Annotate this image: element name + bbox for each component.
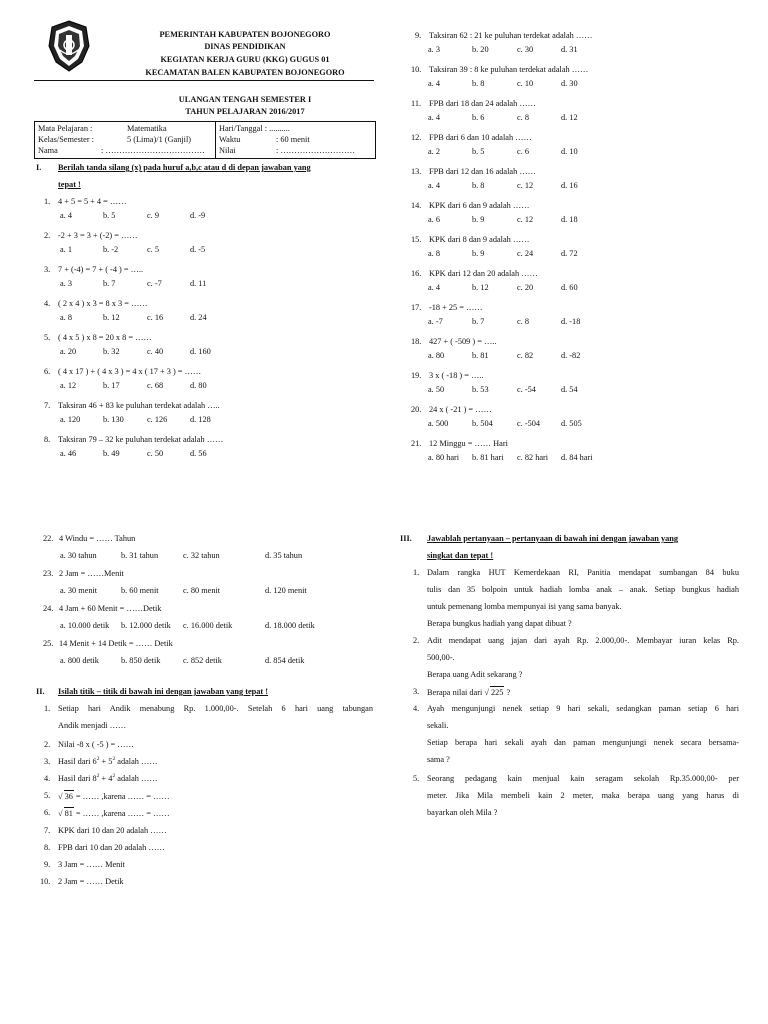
s2-q2-text: Nilai -8 x ( -5 ) = …… xyxy=(58,740,134,749)
option-d[interactable]: d. 84 hari xyxy=(561,453,593,462)
question-text: 7 + (-4) = 7 + ( -4 ) = ….. xyxy=(58,265,144,274)
option-c[interactable]: c. 20 xyxy=(517,283,534,292)
option-a[interactable]: a. 4 xyxy=(428,79,440,88)
s3-q3-post: ? xyxy=(504,688,511,697)
header-line-1: PEMERINTAH KABUPATEN BOJONEGORO xyxy=(159,30,331,39)
sqrt-symbol-icon: √ xyxy=(58,809,63,818)
question-number: 12. xyxy=(411,133,422,142)
question-number: 18. xyxy=(411,337,422,346)
option-b[interactable]: b. 12.000 detik xyxy=(121,621,171,630)
option-a[interactable]: a. 8 xyxy=(60,313,72,322)
option-a[interactable]: a. 30 menit xyxy=(60,586,98,595)
question-text: Taksiran 79 – 32 ke puluhan terdekat adalah …… xyxy=(58,435,224,444)
option-c[interactable]: c. 16.000 detik xyxy=(183,621,233,630)
s3-q4-line-4: sama ? xyxy=(427,755,450,764)
option-d[interactable]: d. 11 xyxy=(190,279,207,288)
option-b[interactable]: b. 8 xyxy=(472,181,485,190)
option-d[interactable]: d. 60 xyxy=(561,283,578,292)
question-number: 11. xyxy=(411,99,422,108)
option-a[interactable]: a. 50 xyxy=(428,385,445,394)
question-text: 14 Menit + 14 Detik = …… Detik xyxy=(59,639,173,648)
student-info-box xyxy=(34,121,376,159)
option-c[interactable]: c. 80 menit xyxy=(183,586,221,595)
option-d[interactable]: d. 80 xyxy=(190,381,207,390)
question-text: -2 + 3 = 3 + (-2) = …… xyxy=(58,231,138,240)
question-text: FPB dari 18 dan 24 adalah …… xyxy=(429,99,536,108)
option-b[interactable]: b. 49 xyxy=(103,449,120,458)
option-a[interactable]: a. 4 xyxy=(60,211,72,220)
s2-q5-number: 5. xyxy=(44,791,51,800)
date-label: Hari/Tanggal : .......... xyxy=(219,124,290,133)
option-a[interactable]: a. 4 xyxy=(428,181,440,190)
option-d[interactable]: d. 16 xyxy=(561,181,578,190)
s2-q3-mid: + 5 xyxy=(99,757,113,766)
option-d[interactable]: d. 18 xyxy=(561,215,578,224)
option-b[interactable]: b. 81 hari xyxy=(472,453,504,462)
option-c[interactable]: c. 8 xyxy=(517,113,529,122)
question-number: 4. xyxy=(44,299,51,308)
option-a[interactable]: a. 6 xyxy=(428,215,440,224)
s3-q1-line-3: untuk pemenang lomba mempunyai isi yang sama banyak. xyxy=(427,602,622,611)
option-a[interactable]: a. 30 tahun xyxy=(60,551,97,560)
option-d[interactable]: d. -18 xyxy=(561,317,581,326)
question-number: 7. xyxy=(44,401,51,410)
option-b[interactable]: b. 60 menit xyxy=(121,586,159,595)
option-a[interactable]: a. 2 xyxy=(428,147,440,156)
option-a[interactable]: a. 3 xyxy=(60,279,72,288)
option-d[interactable]: d. 120 menit xyxy=(265,586,307,595)
option-b[interactable]: b. 5 xyxy=(103,211,116,220)
option-d[interactable]: d. 18.000 detik xyxy=(265,621,315,630)
info-divider xyxy=(215,122,216,158)
option-b[interactable]: b. 20 xyxy=(472,45,489,54)
s2-q4-exponent-1: 2 xyxy=(96,773,100,780)
question-number: 14. xyxy=(411,201,422,210)
s3-q2-line-3: Berapa uang Adit sekarang ? xyxy=(427,670,523,679)
s2-q6-radicand: 81 xyxy=(64,809,73,818)
s2-q1-number: 1. xyxy=(44,704,51,713)
option-d[interactable]: d. 505 xyxy=(561,419,582,428)
option-b[interactable]: b. 5 xyxy=(472,147,485,156)
question-text: -18 + 25 = …… xyxy=(429,303,483,312)
option-a[interactable]: a. 4 xyxy=(428,113,440,122)
question-text: FPB dari 6 dan 10 adalah …… xyxy=(429,133,532,142)
s2-q1-text xyxy=(58,700,373,734)
question-text: Taksiran 39 : 8 ke puluhan terdekat adalah …… xyxy=(429,65,589,74)
bojonegoro-emblem-icon xyxy=(46,20,92,72)
question-text: 4 Jam + 60 Menit = ……Detik xyxy=(59,604,162,613)
section-3-instruction-cont: singkat dan tepat ! xyxy=(427,551,494,560)
s2-q1-line-1: Setiap hari Andik menabung Rp. 1.000,00-. Setelah 6 hari uang tabungan xyxy=(58,704,373,713)
time-label: Waktu xyxy=(219,135,241,144)
s3-q1-number: 1. xyxy=(413,568,420,577)
s3-q4-text xyxy=(427,700,739,768)
s3-q3-text xyxy=(427,686,510,698)
s2-q5-post: = …… ,karena …… = …… xyxy=(73,792,170,801)
option-d[interactable]: d. 12 xyxy=(561,113,578,122)
option-c[interactable]: c. -504 xyxy=(517,419,541,428)
option-c[interactable]: c. 5 xyxy=(147,245,159,254)
question-number: 17. xyxy=(411,303,422,312)
section-2-number: II. xyxy=(36,687,45,696)
question-text: ( 4 x 17 ) + ( 4 x 3 ) = 4 x ( 17 + 3 ) = …… xyxy=(58,367,202,376)
s2-q6-text xyxy=(58,807,170,819)
option-a[interactable]: a. 500 xyxy=(428,419,449,428)
class-label: Kelas/Semester : xyxy=(38,135,94,144)
s3-q1-line-2: tulis dan 35 bolpoin untuk hadiah lomba anak – anak. Setiap bungkus hadiah xyxy=(427,585,739,594)
question-text: KPK dari 6 dan 9 adalah …… xyxy=(429,201,530,210)
s3-q3-pre: Berapa nilai dari xyxy=(427,688,485,697)
question-text: KPK dari 8 dan 9 adalah …… xyxy=(429,235,530,244)
s3-q1-text xyxy=(427,564,739,632)
s3-q1-line-4: Berapa bungkus hadiah yang dapat dibuat ? xyxy=(427,619,572,628)
s2-q9-number: 9. xyxy=(44,860,51,869)
question-number: 24. xyxy=(43,604,54,613)
s2-q8-number: 8. xyxy=(44,843,51,852)
question-number: 19. xyxy=(411,371,422,380)
option-b[interactable]: b. 8 xyxy=(472,79,485,88)
option-c[interactable]: c. 12 xyxy=(517,181,534,190)
question-text: ( 4 x 5 ) x 8 = 20 x 8 = …… xyxy=(58,333,152,342)
score-label: Nilai xyxy=(219,146,236,155)
s2-q3-text xyxy=(58,756,158,767)
option-d[interactable]: d. 10 xyxy=(561,147,578,156)
subject-value: Matematika xyxy=(127,124,167,133)
option-c[interactable]: c. 6 xyxy=(517,147,529,156)
option-c[interactable]: c. 16 xyxy=(147,313,164,322)
s2-q5-text xyxy=(58,790,170,802)
option-b[interactable]: b. 7 xyxy=(472,317,485,326)
s2-q4-number: 4. xyxy=(44,774,51,783)
option-b[interactable]: b. -2 xyxy=(103,245,119,254)
question-text: KPK dari 12 dan 20 adalah …… xyxy=(429,269,538,278)
option-c[interactable]: c. 50 xyxy=(147,449,164,458)
s2-q3-pre: Hasil dari 6 xyxy=(58,757,97,766)
question-text: 4 Windu = …… Tahun xyxy=(59,534,136,543)
option-c[interactable]: c. 68 xyxy=(147,381,164,390)
option-b[interactable]: b. 9 xyxy=(472,215,485,224)
s2-q3-number: 3. xyxy=(44,757,51,766)
s2-q5-radicand: 36 xyxy=(64,792,73,801)
s2-q1-line-2: Andik menjadi …… xyxy=(58,721,127,730)
option-d[interactable]: d. 54 xyxy=(561,385,578,394)
option-b[interactable]: b. 7 xyxy=(103,279,116,288)
question-number: 6. xyxy=(44,367,51,376)
question-number: 15. xyxy=(411,235,422,244)
option-c[interactable]: c. 126 xyxy=(147,415,168,424)
exam-title: ULANGAN TENGAH SEMESTER I xyxy=(178,95,312,104)
question-number: 25. xyxy=(43,639,54,648)
option-a[interactable]: a. 3 xyxy=(428,45,440,54)
question-number: 9. xyxy=(415,31,422,40)
s2-q4-pre: Hasil dari 8 xyxy=(58,774,97,783)
option-a[interactable]: a. 10.000 detik xyxy=(60,621,110,630)
option-d[interactable]: d. 72 xyxy=(561,249,578,258)
s2-q7-text: KPK dari 10 dan 20 adalah …… xyxy=(58,826,167,835)
option-b[interactable]: b. 31 tahun xyxy=(121,551,159,560)
name-label: Nama xyxy=(38,146,58,155)
exam-year: TAHUN PELAJARAN 2016/2017 xyxy=(185,107,305,116)
option-a[interactable]: a. 1 xyxy=(60,245,72,254)
section-2-instruction: Isilah titik – titik di bawah ini dengan jawaban yang tepat ! xyxy=(58,687,269,696)
option-b[interactable]: b. 17 xyxy=(103,381,120,390)
s3-q2-number: 2. xyxy=(413,636,420,645)
question-number: 20. xyxy=(411,405,422,414)
s3-q4-line-1: Ayah mengunjungi nenek setiap 9 hari sekali, sedangkan paman setiap 6 hari xyxy=(427,704,739,713)
s2-q7-number: 7. xyxy=(44,826,51,835)
question-number: 10. xyxy=(411,65,422,74)
option-d[interactable]: d. 854 detik xyxy=(265,656,305,665)
s2-q3-post: adalah …… xyxy=(115,757,158,766)
option-c[interactable]: c. 30 xyxy=(517,45,534,54)
option-c[interactable]: c. -54 xyxy=(517,385,536,394)
option-c[interactable]: c. -7 xyxy=(147,279,162,288)
time-value: : 60 menit xyxy=(276,135,310,144)
section-3-number: III. xyxy=(400,534,412,543)
s2-q6-post: = …… ,karena …… = …… xyxy=(73,809,170,818)
s3-q2-line-2: 500,00-. xyxy=(427,653,455,662)
option-c[interactable]: c. 24 xyxy=(517,249,534,258)
option-a[interactable]: a. 4 xyxy=(428,283,440,292)
question-text: 2 Jam = ……Menit xyxy=(59,569,124,578)
s3-q1-line-1: Dalam rangka HUT Kemerdekaan RI, Panitia mendapat sumbangan 84 buku xyxy=(427,568,739,577)
question-text: 24 x ( -21 ) = …… xyxy=(429,405,492,414)
question-text: 427 + ( -509 ) = ….. xyxy=(429,337,497,346)
s3-q2-text xyxy=(427,632,739,683)
s2-q4-post: adalah …… xyxy=(115,774,158,783)
sqrt-symbol-icon: √ xyxy=(58,792,63,801)
option-b[interactable]: b. 130 xyxy=(103,415,124,424)
s2-q3-exponent-2: 2 xyxy=(112,756,116,763)
question-number: 5. xyxy=(44,333,51,342)
s3-q3-radicand: 225 xyxy=(490,688,504,697)
s3-q5-line-3: bayarkan oleh Mila ? xyxy=(427,808,498,817)
s3-q4-number: 4. xyxy=(413,704,420,713)
question-number: 23. xyxy=(43,569,54,578)
s3-q3-number: 3. xyxy=(413,687,420,696)
class-value: 5 (Lima)/1 (Ganjil) xyxy=(127,135,192,144)
option-d[interactable]: d. -5 xyxy=(190,245,206,254)
option-c[interactable]: c. 82 hari xyxy=(517,453,549,462)
option-b[interactable]: b. 12 xyxy=(103,313,120,322)
option-d[interactable]: d. 160 xyxy=(190,347,211,356)
option-c[interactable]: c. 10 xyxy=(517,79,534,88)
option-a[interactable]: a. 12 xyxy=(60,381,77,390)
question-number: 1. xyxy=(44,197,51,206)
option-c[interactable]: c. 9 xyxy=(147,211,159,220)
question-text: 12 Minggu = …… Hari xyxy=(429,439,508,448)
question-text: Taksiran 62 : 21 ke puluhan terdekat adalah …… xyxy=(429,31,593,40)
section-1-instruction: Berilah tanda silang (x) pada huruf a,b,c atau d di depan jawaban yang xyxy=(58,163,311,172)
option-d[interactable]: d. 31 xyxy=(561,45,578,54)
name-value: : ……………………………… xyxy=(101,146,205,155)
option-d[interactable]: d. 56 xyxy=(190,449,207,458)
header-line-4: KECAMATAN BALEN KABUPATEN BOJONEGORO xyxy=(145,68,345,77)
option-d[interactable]: d. 24 xyxy=(190,313,207,322)
s2-q4-text xyxy=(58,773,158,784)
option-a[interactable]: a. 20 xyxy=(60,347,77,356)
option-b[interactable]: b. 9 xyxy=(472,249,485,258)
s3-q4-line-3: Setiap berapa hari sekali ayah dan paman mengunjungi nenek secara bersama- xyxy=(427,738,739,747)
question-text: 4 + 5 = 5 + 4 = …… xyxy=(58,197,127,206)
option-b[interactable]: b. 850 detik xyxy=(121,656,161,665)
question-number: 3. xyxy=(44,265,51,274)
question-number: 2. xyxy=(44,231,51,240)
section-3-instruction: Jawablah pertanyaan – pertanyaan di bawah ini dengan jawaban yang xyxy=(427,534,679,543)
sqrt-symbol-icon: √ xyxy=(484,688,489,697)
header-line-2: DINAS PENDIDIKAN xyxy=(204,42,286,51)
option-c[interactable]: c. 8 xyxy=(517,317,529,326)
score-value: : ……………………… xyxy=(276,146,356,155)
option-a[interactable]: a. 120 xyxy=(60,415,81,424)
s3-q4-line-2: sekali. xyxy=(427,721,449,730)
question-number: 13. xyxy=(411,167,422,176)
option-b[interactable]: b. 53 xyxy=(472,385,489,394)
question-text: 3 x ( -18 ) = ….. xyxy=(429,371,484,380)
option-a[interactable]: a. -7 xyxy=(428,317,443,326)
s2-q10-text: 2 Jam = …… Detik xyxy=(58,877,124,886)
option-d[interactable]: d. -82 xyxy=(561,351,581,360)
question-text: Taksiran 46 + 83 ke puluhan terdekat adalah ….. xyxy=(58,401,220,410)
option-c[interactable]: c. 40 xyxy=(147,347,164,356)
option-d[interactable]: d. -9 xyxy=(190,211,206,220)
question-number: 21. xyxy=(411,439,422,448)
option-d[interactable]: d. 35 tahun xyxy=(265,551,303,560)
s2-q8-text: FPB dari 10 dan 20 adalah …… xyxy=(58,843,165,852)
s2-q10-number: 10. xyxy=(40,877,51,886)
option-c[interactable]: c. 82 xyxy=(517,351,534,360)
option-c[interactable]: c. 852 detik xyxy=(183,656,222,665)
subject-label: Mata Pelajaran : xyxy=(38,124,93,133)
s2-q6-number: 6. xyxy=(44,808,51,817)
s2-q4-mid: + 4 xyxy=(99,774,113,783)
question-number: 8. xyxy=(44,435,51,444)
s2-q3-exponent-1: 2 xyxy=(96,756,100,763)
option-b[interactable]: b. 81 xyxy=(472,351,489,360)
question-number: 22. xyxy=(43,534,54,543)
option-b[interactable]: b. 6 xyxy=(472,113,485,122)
option-c[interactable]: c. 12 xyxy=(517,215,534,224)
option-c[interactable]: c. 32 tahun xyxy=(183,551,220,560)
s3-q2-line-1: Adit mendapat uang jajan dari ayah Rp. 2.000,00-. Membayar iuran kelas Rp. xyxy=(427,636,739,645)
option-b[interactable]: b. 504 xyxy=(472,419,493,428)
section-1-instruction-cont: tepat ! xyxy=(58,180,81,189)
header-line-3: KEGIATAN KERJA GURU (KKG) GUGUS 01 xyxy=(160,55,330,64)
option-b[interactable]: b. 12 xyxy=(472,283,489,292)
option-d[interactable]: d. 30 xyxy=(561,79,578,88)
question-text: FPB dari 12 dan 16 adalah …… xyxy=(429,167,536,176)
option-b[interactable]: b. 32 xyxy=(103,347,120,356)
s3-q5-number: 5. xyxy=(413,774,420,783)
header-divider xyxy=(34,80,374,81)
s3-q5-line-1: Seorang pedagang kain menjual kain seragam sekolah Rp.35.000,00- per xyxy=(427,774,739,783)
option-a[interactable]: a. 800 detik xyxy=(60,656,99,665)
option-a[interactable]: a. 80 xyxy=(428,351,445,360)
option-a[interactable]: a. 46 xyxy=(60,449,77,458)
s3-q5-text xyxy=(427,770,739,821)
s2-q2-number: 2. xyxy=(44,740,51,749)
section-1-number: I. xyxy=(36,163,42,172)
s2-q9-text: 3 Jam = …… Menit xyxy=(58,860,125,869)
question-number: 16. xyxy=(411,269,422,278)
question-text: ( 2 x 4 ) x 3 = 8 x 3 = …… xyxy=(58,299,148,308)
s3-q5-line-2: meter. Jika Mila membeli kain 2 meter, maka berapa uang yang harus di xyxy=(427,791,739,800)
option-d[interactable]: d. 128 xyxy=(190,415,211,424)
option-a[interactable]: a. 80 hari xyxy=(428,453,460,462)
option-a[interactable]: a. 8 xyxy=(428,249,440,258)
s2-q4-exponent-2: 2 xyxy=(112,773,116,780)
